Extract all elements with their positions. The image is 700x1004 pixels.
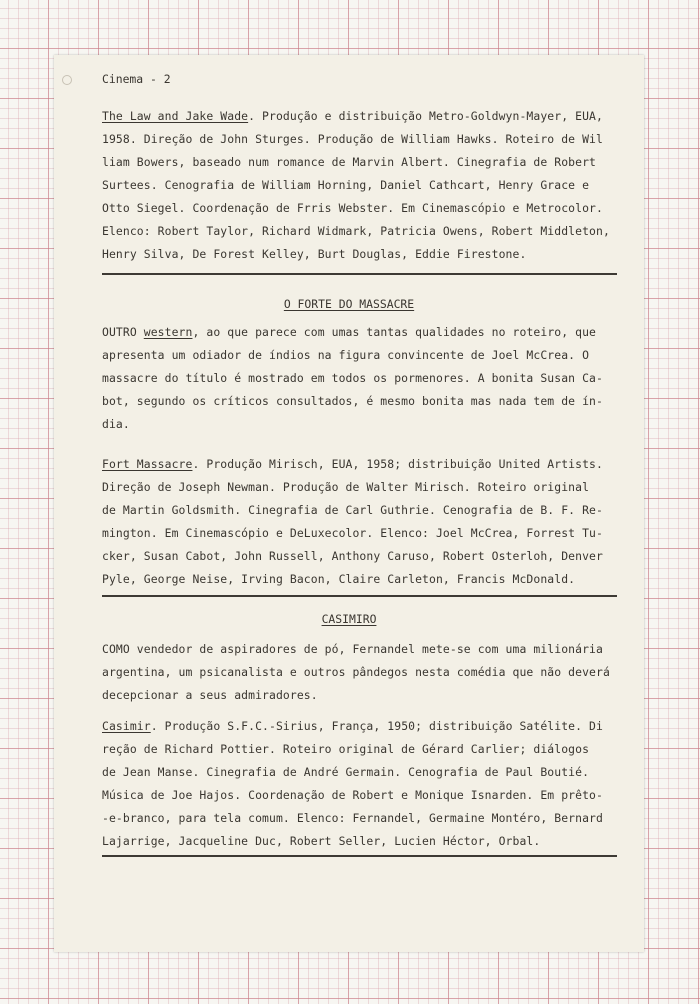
credits-line: Elenco: Robert Taylor, Richard Widmark, Patricia Owens, Robert Middleton, [102, 224, 610, 238]
credits-line: -e-branco, para tela comum. Elenco: Fernandel, Germaine Montéro, Bernard [102, 811, 603, 825]
review-line: COMO vendedor de aspiradores de pó, Fernandel mete-se com uma milionária [102, 642, 603, 656]
section-heading: O FORTE DO MASSACRE [283, 297, 415, 311]
film-title: Fort Massacre [102, 457, 193, 471]
credits-line: mington. Em Cinemascópio e DeLuxecolor. Elenco: Joel McCrea, Forrest Tu- [102, 526, 603, 540]
credits-line: de Jean Manse. Cinegrafia de André Germain. Cenografia de Paul Boutié. [102, 765, 590, 779]
credits-line: Henry Silva, De Forest Kelley, Burt Douglas, Eddie Firestone. [102, 247, 527, 261]
page-header: Cinema - 2 [102, 72, 171, 86]
credits-line: cker, Susan Cabot, John Russell, Anthony Caruso, Robert Osterloh, Denver [102, 549, 603, 563]
review-line: apresenta um odiador de índios na figura convincente de Joel McCrea. O [102, 348, 590, 362]
film-title: The Law and Jake Wade [102, 109, 249, 123]
credits-line: reção de Richard Pottier. Roteiro original de Gérard Carlier; diálogos [102, 742, 590, 756]
credits-line: Otto Siegel. Coordenação de Frris Webster. Em Cinemascópio e Metrocolor. [102, 201, 603, 215]
punch-hole [62, 75, 72, 85]
credits-line: Lajarrige, Jacqueline Duc, Robert Seller, Lucien Héctor, Orbal. [102, 834, 541, 848]
review-line: massacre do título é mostrado em todos os pormenores. A bonita Susan Ca- [102, 371, 603, 385]
credits-line: 1958. Direção de John Sturges. Produção de William Hawks. Roteiro de Wil [102, 132, 603, 146]
credits-line: liam Bowers, baseado num romance de Marvin Albert. Cinegrafia de Robert [102, 155, 596, 169]
typed-page [54, 55, 644, 952]
credits-line: Música de Joe Hajos. Coordenação de Robert e Monique Isnarden. Em prêto- [102, 788, 603, 802]
review-line: decepcionar a seus admiradores. [102, 688, 318, 702]
credits-line: de Martin Goldsmith. Cinegrafia de Carl Guthrie. Cenografia de B. F. Re- [102, 503, 603, 517]
review-line: OUTRO western, ao que parece com umas tantas qualidades no roteiro, que [102, 325, 597, 339]
credits-line: The Law and Jake Wade. Produção e distribuição Metro-Goldwyn-Mayer, EUA, [102, 109, 603, 123]
review-line: argentina, um psicanalista e outros pândegos nesta comédia que não deverá [102, 665, 610, 679]
film-title: Casimir [102, 719, 151, 733]
divider [102, 273, 617, 275]
review-line: dia. [102, 417, 130, 431]
divider [102, 595, 617, 597]
credits-line: Surtees. Cenografia de William Horning, Daniel Cathcart, Henry Grace e [102, 178, 590, 192]
review-line: bot, segundo os críticos consultados, é mesmo bonita mas nada tem de ín- [102, 394, 603, 408]
credits-line: Casimir. Produção S.F.C.-Sirius, França, 1950; distribuição Satélite. Di [102, 719, 603, 733]
divider [102, 855, 617, 857]
section-heading: CASIMIRO [321, 612, 377, 626]
credits-line: Pyle, George Neise, Irving Bacon, Claire Carleton, Francis McDonald. [102, 572, 576, 586]
credits-line: Fort Massacre. Produção Mirisch, EUA, 1958; distribuição United Artists. [102, 457, 603, 471]
credits-line: Direção de Joseph Newman. Produção de Walter Mirisch. Roteiro original [102, 480, 590, 494]
